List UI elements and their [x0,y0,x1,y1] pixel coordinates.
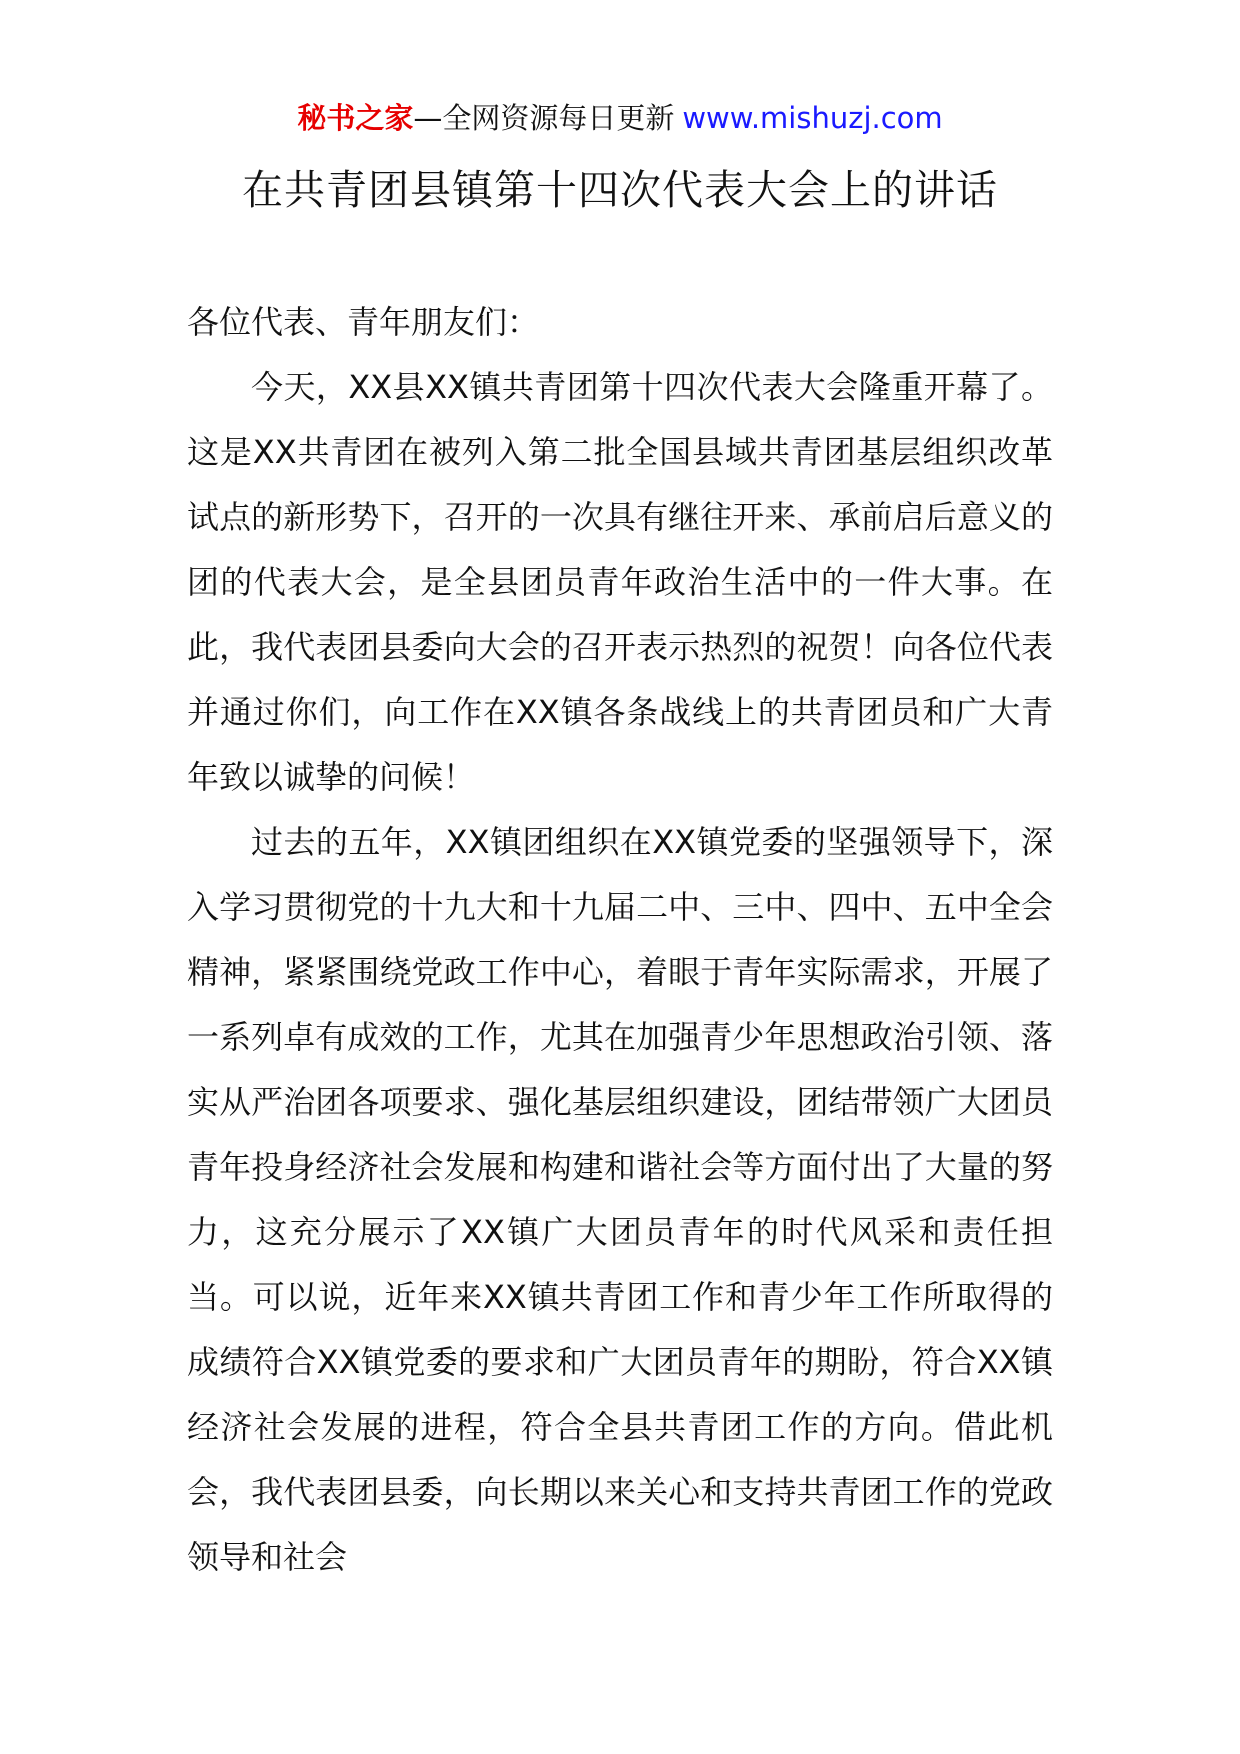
salutation: 各位代表、青年朋友们： [187,303,540,341]
body-paragraph: 今天，XX县XX镇共青团第十四次代表大会隆重开幕了。这是XX共青团在被列入第二批全国县域共青团基层组织改革试点的新形势下，召开的一次具有继往开来、承前启后意义的团的代表大会，是全县团员青年政治生活中的一件大事。在此，我代表团县委向大会的召开表示热烈的祝贺！向各位代表并通过你们，向工作在XX镇各条战线上的共青团员和广大青年致以诚挚的问候！ [187,368,1053,796]
body-paragraph: 过去的五年，XX镇团组织在XX镇党委的坚强领导下，深入学习贯彻党的十九大和十九届二中、三中、四中、五中全会精神，紧紧围绕党政工作中心，着眼于青年实际需求，开展了一系列卓有成效的工作，尤其在加强青少年思想政治引领、落实从严治团各项要求、强化基层组织建设，团结带领广大团员青年投身经济社会发展和构建和谐社会等方面付出了大量的努力，这充分展示了XX镇广大团员青年的时代风采和责任担当。可以说，近年来XX镇共青团工作和青少年工作所取得的成绩符合XX镇党委的要求和广大团员青年的期盼，符合XX镇经济社会发展的进程，符合全县共青团工作的方向。借此机会，我代表团县委，向长期以来关心和支持共青团工作的党政领导和社会 [187,823,1053,1576]
document-title: 在共青团县镇第十四次代表大会上的讲话 [242,166,998,214]
brand-name: 秘书之家 [297,101,414,135]
document-body [187,290,1053,1590]
header-tagline: —全网资源每日更新 [413,101,675,135]
site-url-link[interactable]: www.mishuzj.com [682,101,943,135]
site-header [0,98,1240,138]
